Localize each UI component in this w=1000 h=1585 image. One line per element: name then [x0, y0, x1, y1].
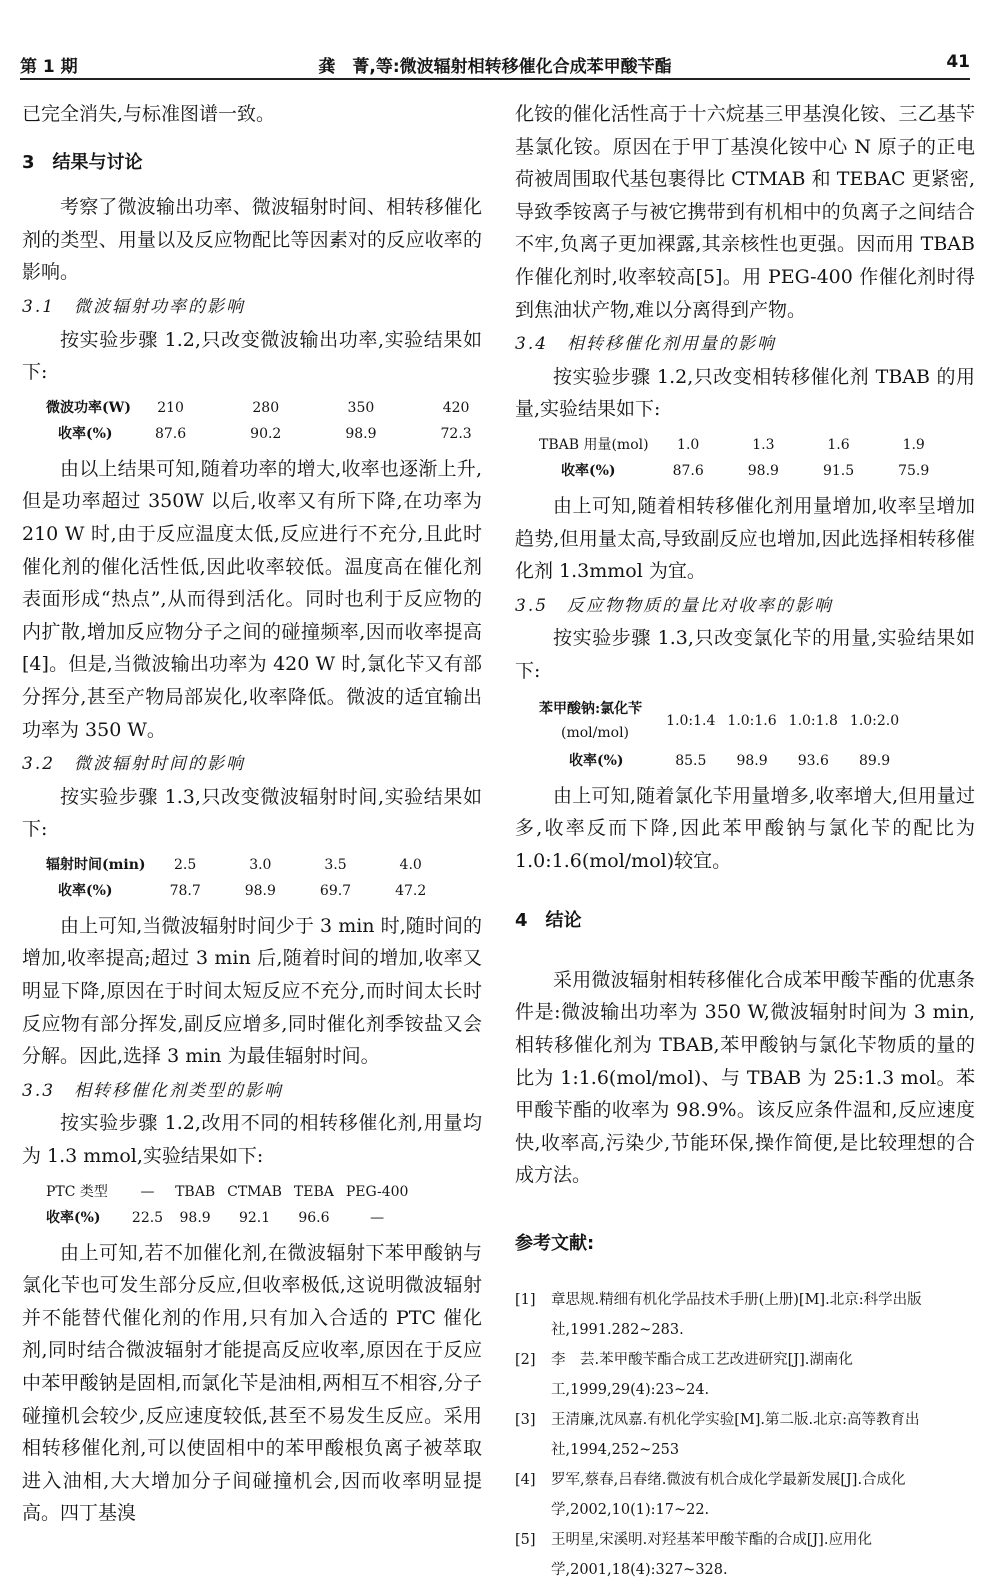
- paragraph: 按实验步骤 1.2,只改变相转移催化剂 TBAB 的用量,实验结果如下:: [515, 365, 975, 421]
- paragraph: 按实验步骤 1.3,只改变氯化苄的用量,实验结果如下:: [515, 627, 975, 682]
- data-table: [40, 852, 432, 904]
- paragraph: 考察了微波输出功率、微波辐射时间、相转移催化剂的类型、用量以及反应物配比等因素对的反应收率的影响。: [22, 196, 482, 284]
- table-cell: CTMAB: [227, 1183, 282, 1200]
- subsection-heading: 3.4 相转移催化剂用量的影响: [515, 334, 777, 355]
- table-label: TBAB 用量(mol): [539, 436, 649, 453]
- reference-text: 王明星,宋溪明.对羟基苯甲酸苄酯的合成[J].应用化学,2001,18(4):327~328.: [551, 1531, 872, 1578]
- table-cell: 3.5: [324, 856, 347, 873]
- paragraph: 由以上结果可知,随着功率的增大,收率也逐渐上升,但是功率超过 350W 以后,收率又有所下降,在功率为 210 W 时,由于反应温度太低,反应进行不充分,且此时催化剂的催化活性低,因此收率较低。温度高在催化剂表面形成“热点”,从而得到活化。同时也利于反应物的内扩散,增加反应物分子之间的碰撞频率,因而收率提高[4]。但是,当微波输出功率为 420 W 时,氯化苄又有部分挥分,甚至产物局部炭化,收率降低。微波的适宜输出功率为 350 W。: [22, 457, 482, 741]
- right-column: [515, 98, 975, 1585]
- table-cell: 1.0:1.6: [727, 712, 777, 729]
- table-cell: 87.6: [154, 425, 187, 442]
- reference-number: [3]: [515, 1411, 536, 1428]
- page-number: 41: [946, 52, 970, 72]
- table-label: PTC 类型: [46, 1183, 108, 1200]
- table-cell: 3.0: [249, 856, 272, 873]
- table-cell: 87.6: [672, 462, 704, 479]
- table-cell: 1.6: [827, 436, 850, 453]
- subsection-heading: 3.1 微波辐射功率的影响: [22, 296, 246, 317]
- table-label-line: 苯甲酸钠:氯化苄: [539, 700, 643, 717]
- left-column: [22, 98, 482, 1530]
- table-label: 微波功率(W): [46, 399, 131, 416]
- paragraph: 由上可知,随着氯化苄用量增多,收率增大,但用量过多,收率反而下降,因此苯甲酸钠与氯化苄的配比为 1.0:1.6(mol/mol)较宜。: [515, 784, 975, 872]
- paragraph: 采用微波辐射相转移催化合成苯甲酸苄酯的优惠条件是:微波输出功率为 350 W,微波辐射时间为 3 min,相转移催化剂为 TBAB,苯甲酸钠与氯化苄物质的量的比为 1:1.6(mol/mol)、与 TBAB 为 25:1.3 mol。苯甲酸苄酯的收率为 98.9%。该反应条件温和,反应速度快,收率高,污染少,节能环保,操作简便,是比较理想的合成方法。: [515, 968, 975, 1187]
- table-cell: 78.7: [169, 882, 201, 899]
- table-label: 收率(%): [58, 425, 113, 442]
- section-heading: 4 结论: [515, 910, 582, 932]
- reference-text: 王清廉,沈凤嘉.有机化学实验[M].第二版.北京:高等教育出社,1994,252~253: [551, 1411, 920, 1458]
- reference-item: [515, 1465, 975, 1525]
- section-heading: 3 结果与讨论: [22, 151, 143, 173]
- table-cell: 85.5: [675, 752, 707, 769]
- table-cell: 350: [347, 399, 375, 416]
- paragraph: 已完全消失,与标准图谱一致。: [22, 103, 276, 125]
- reference-number: [2]: [515, 1351, 536, 1368]
- table-cell: 98.9: [736, 752, 768, 769]
- reference-item: [515, 1405, 975, 1465]
- table-cell: 98.9: [747, 462, 779, 479]
- reference-list: [515, 1285, 975, 1585]
- subsection-heading: 3.2 微波辐射时间的影响: [22, 754, 246, 775]
- table-cell: 72.3: [440, 425, 472, 442]
- table-cell: 1.0: [677, 436, 700, 453]
- reference-item: [515, 1345, 975, 1405]
- table-cell: 98.9: [345, 425, 377, 442]
- table-cell: 420: [442, 399, 470, 416]
- table-label: 收率(%): [569, 752, 624, 769]
- table-cell: 91.5: [822, 462, 855, 479]
- table-cell: 1.0:1.4: [666, 712, 716, 729]
- table-cell: TBAB: [175, 1183, 216, 1200]
- table-label: 收率(%): [58, 882, 113, 899]
- table-label-unit: (mol/mol): [561, 724, 630, 741]
- subsection-heading: 3.3 相转移催化剂类型的影响: [22, 1080, 284, 1101]
- table-label: 辐射时间(min): [46, 856, 146, 873]
- table-cell: 210: [157, 399, 184, 416]
- table-cell: 1.9: [902, 436, 925, 453]
- reference-text: 罗军,蔡春,吕春绪.微波有机合成化学最新发展[J].合成化学,2002,10(1):17~22.: [551, 1471, 906, 1518]
- article-title: 龚 菁,等:微波辐射相转移催化合成苯甲酸苄酯: [318, 57, 672, 77]
- reference-number: [4]: [515, 1471, 536, 1488]
- issue-number: 第 1 期: [20, 57, 78, 77]
- table-cell: 1.0:1.8: [788, 712, 838, 729]
- paragraph: 由上可知,若不加催化剂,在微波辐射下苯甲酸钠与氯化苄也可发生部分反应,但收率极低,这说明微波辐射并不能替代催化剂的作用,只有加入合适的 PTC 催化剂,同时结合微波辐射才能提高反应收率,原因在于反应中苯甲酸钠是固相,而氯化苄是油相,两相互不相容,分子碰撞机会较少,反应速度较低,甚至不易发生反应。采用相转移催化剂,可以使固相中的苯甲酸根负离子被萃取进入油相,大大增加分子间碰撞机会,因而收率明显提高。四丁基溴: [22, 1241, 482, 1525]
- table-cell: 75.9: [898, 462, 930, 479]
- table-cell: 92.1: [238, 1209, 271, 1226]
- table-label: 收率(%): [46, 1209, 101, 1226]
- table-cell: 4.0: [399, 856, 422, 873]
- table-cell: 1.3: [752, 436, 775, 453]
- data-table: [40, 395, 478, 447]
- table-cell: 280: [252, 399, 280, 416]
- table-label: [533, 694, 660, 748]
- table-cell: 93.6: [797, 752, 829, 769]
- table-cell: 98.9: [244, 882, 276, 899]
- reference-item: [515, 1285, 975, 1345]
- table-cell: 90.2: [250, 425, 282, 442]
- data-table: [533, 694, 905, 774]
- table-cell: 89.9: [858, 752, 891, 769]
- paragraph: 按实验步骤 1.2,只改变微波输出功率,实验结果如下:: [22, 328, 482, 384]
- reference-text: 章思规.精细有机化学品技术手册(上册)[M].北京:科学出版社,1991.282~283.: [551, 1291, 922, 1338]
- paragraph: 由上可知,当微波辐射时间少于 3 min 时,随时间的增加,收率提高;超过 3 min 后,随着时间的增加,收率又明显下降,原因在于时间太短反应不充分,而时间太长时反应物有部分挥发,副反应增多,同时催化剂季铵盐又会分解。因此,选择 3 min 为最佳辐射时间。: [22, 914, 482, 1068]
- references-heading: 参考文献:: [515, 1233, 595, 1255]
- table-cell: —: [140, 1183, 155, 1200]
- paragraph: 按实验步骤 1.2,改用不同的相转移催化剂,用量均为 1.3 mmol,实验结果如下:: [22, 1112, 482, 1168]
- subsection-heading: 3.5 反应物物质的量比对收率的影响: [515, 595, 834, 616]
- table-cell: 98.9: [179, 1209, 211, 1226]
- data-table: [40, 1179, 414, 1231]
- table-label: 收率(%): [561, 462, 616, 479]
- data-table: [533, 432, 935, 484]
- reference-number: [1]: [515, 1291, 536, 1308]
- table-cell: TEBA: [293, 1183, 334, 1200]
- table-cell: PEG-400: [345, 1183, 409, 1200]
- reference-number: [5]: [515, 1531, 536, 1548]
- table-cell: 1.0:2.0: [849, 712, 900, 729]
- paragraph: 按实验步骤 1.3,只改变微波辐射时间,实验结果如下:: [22, 785, 482, 841]
- paragraph: 化铵的催化活性高于十六烷基三甲基溴化铵、三乙基苄基氯化铵。原因在于甲丁基溴化铵中心 N 原子的正电荷被周围取代基包裹得比 CTMAB 和 TEBAC 更紧密,导致季铵离子与被它携带到有机相中的负离子之间结合不牢,负离子更加裸露,其亲核性也更强。因而用 TBAB 作催化剂时,收率较高[5]。用 PEG-400 作催化剂时得到焦油状产物,难以分离得到产物。: [515, 103, 975, 321]
- table-cell: 22.5: [131, 1209, 164, 1226]
- reference-text: 李 芸.苯甲酸苄酯合成工艺改进研究[J].湖南化工,1999,29(4):23~24.: [551, 1351, 853, 1398]
- table-cell: 69.7: [319, 882, 352, 899]
- table-cell: 47.2: [395, 882, 427, 899]
- table-cell: —: [370, 1209, 385, 1226]
- table-cell: 96.6: [298, 1209, 330, 1226]
- table-cell: 2.5: [174, 856, 197, 873]
- running-header: [20, 48, 970, 80]
- paragraph: 由上可知,随着相转移催化剂用量增加,收率呈增加趋势,但用量太高,导致副反应也增加,因此选择相转移催化剂 1.3mmol 为宜。: [515, 494, 975, 583]
